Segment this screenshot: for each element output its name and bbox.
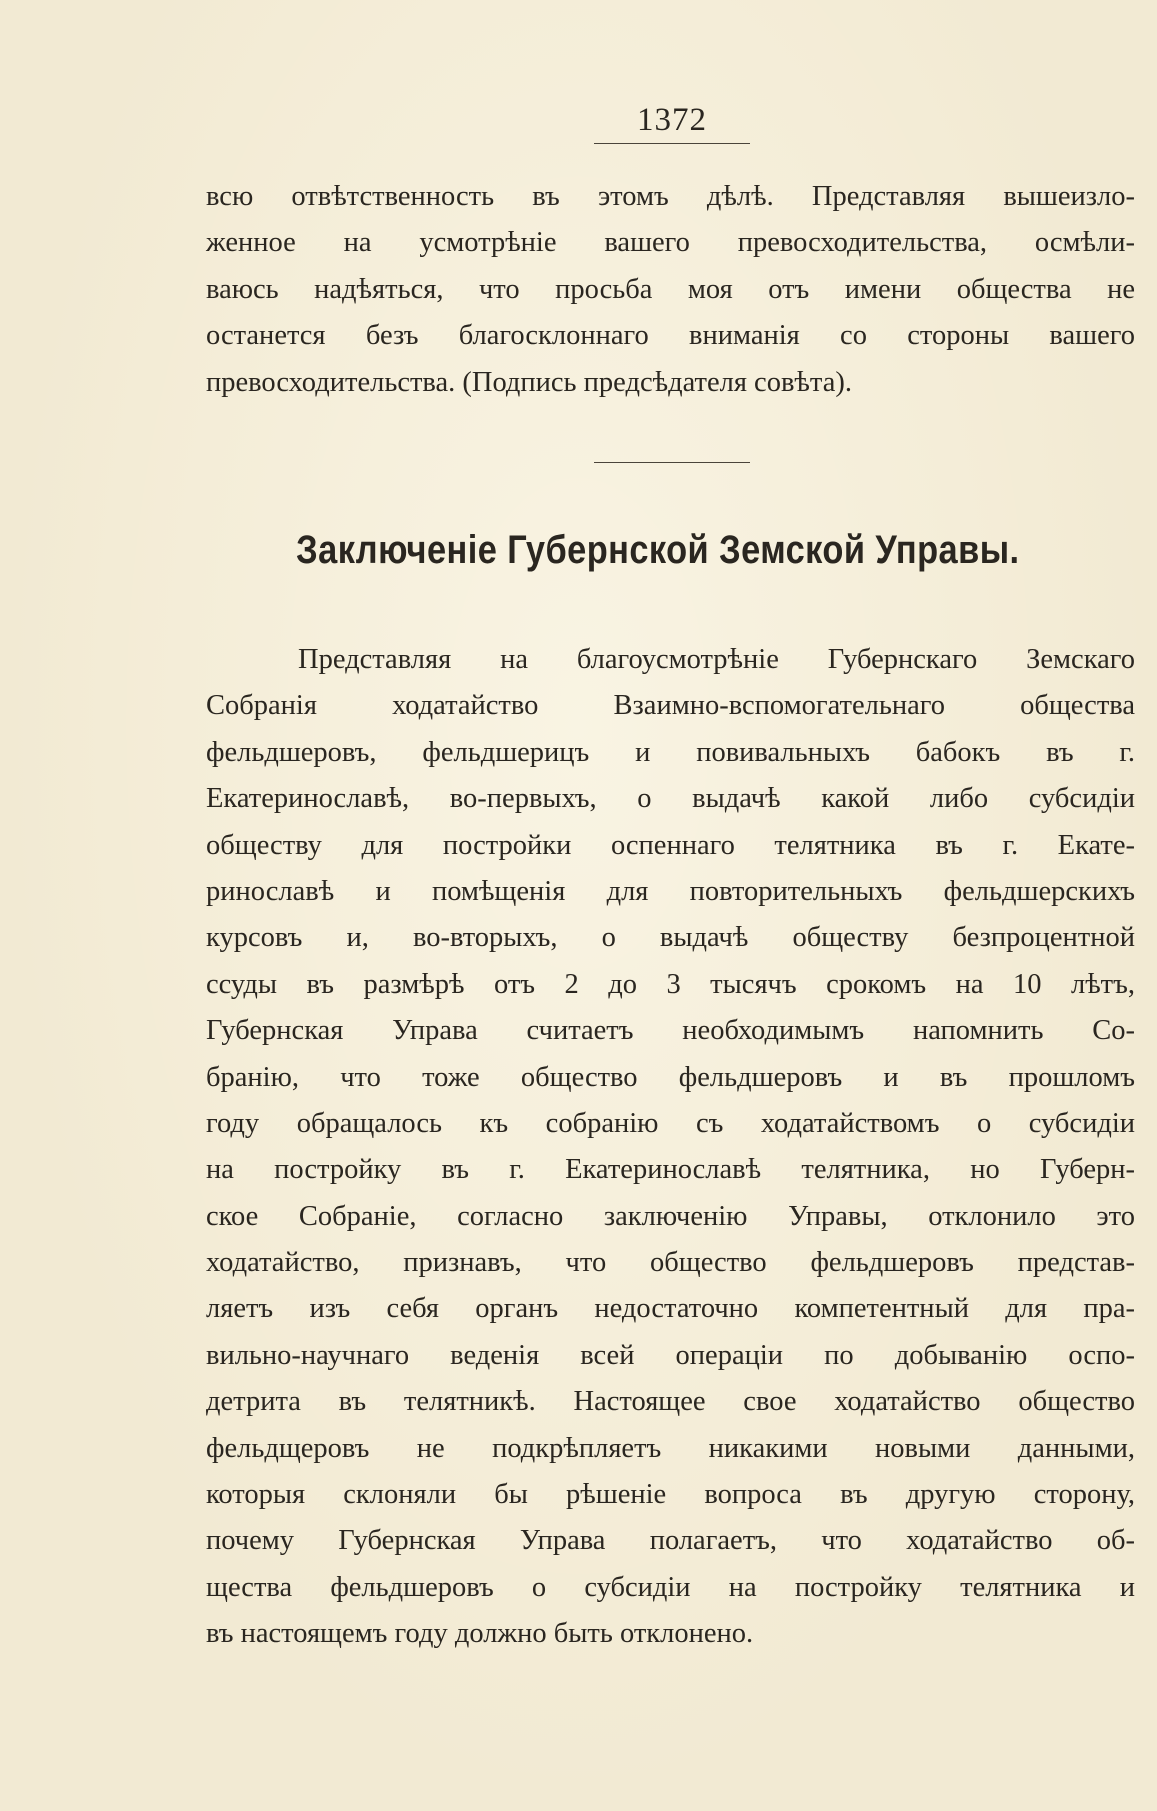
text-line: курсовъ и, во-вторыхъ, о выдачѣ обществу безпроцентной [206, 922, 1135, 954]
page-number-underline [594, 143, 750, 144]
text-line: детрита въ телятникѣ. Настоящее свое ходатайство общество [206, 1386, 1135, 1418]
text-line: которыя склоняли бы рѣшеніе вопроса въ другую сторону, [206, 1479, 1135, 1511]
text-line: обществу для постройки оспеннаго телятника въ г. Екате- [206, 829, 1135, 861]
text-line: останется безъ благосклоннаго вниманія со стороны вашего [206, 320, 1135, 352]
text-line: бранію, что тоже общество фельдшеровъ и въ прошломъ [206, 1061, 1135, 1093]
text-line: ляетъ изъ себя органъ недостаточно компетентный для пра- [206, 1293, 1135, 1325]
text-line: ринославѣ и помѣщенія для повторительныхъ фельдшерскихъ [206, 875, 1135, 907]
continuation-paragraph [206, 174, 1135, 406]
text-line: ское Собраніе, согласно заключенію Управы, отклонило это [206, 1200, 1135, 1232]
text-line: въ настоящемъ году должно быть отклонено. [206, 1618, 754, 1650]
body-paragraph [206, 637, 1135, 1658]
text-line: ссуды въ размѣрѣ отъ 2 до 3 тысячъ срокомъ на 10 лѣтъ, [206, 968, 1135, 1000]
text-line: Собранія ходатайство Взаимно-вспомогательнаго общества [206, 690, 1135, 722]
text-line: фельдшеровъ, фельдшерицъ и повивальныхъ бабокъ въ г. [206, 736, 1135, 768]
text-line: Екатеринославѣ, во-первыхъ, о выдачѣ какой либо субсидіи [206, 783, 1135, 815]
text-line: женное на усмотрѣніе вашего превосходительства, осмѣли- [206, 227, 1135, 259]
text-line: ходатайство, признавъ, что общество фельдшеровъ представ- [206, 1247, 1135, 1279]
section-title: Заключеніе Губернской Земской Управы. [296, 528, 1020, 572]
text-line: на постройку въ г. Екатеринославѣ телятника, но Губерн- [206, 1154, 1135, 1186]
text-line: превосходительства. (Подпись предсѣдателя совѣта). [206, 366, 852, 398]
text-line: щества фельдшеровъ о субсидіи на постройку телятника и [206, 1571, 1135, 1603]
text-line: фельдщеровъ не подкрѣпляетъ никакими новыми данными, [206, 1432, 1135, 1464]
text-line: ваюсь надѣяться, что просьба моя отъ имени общества не [206, 273, 1135, 305]
page-number: 1372 [637, 102, 707, 138]
text-line: почему Губернская Управа полагаетъ, что ходатайство об- [206, 1525, 1135, 1557]
text-line: Губернская Управа считаетъ необходимымъ напомнить Со- [206, 1015, 1135, 1047]
text-line: Представляя на благоусмотрѣніе Губернскаго Земскаго [298, 644, 1135, 675]
text-line: году обращалось къ собранію съ ходатайствомъ о субсидіи [206, 1107, 1135, 1139]
section-divider [594, 462, 750, 463]
text-line: всю отвѣтственность въ этомъ дѣлѣ. Представляя вышеизло- [206, 181, 1135, 212]
text-line: вильно-научнаго веденія всей операціи по добыванію оспо- [206, 1339, 1135, 1371]
